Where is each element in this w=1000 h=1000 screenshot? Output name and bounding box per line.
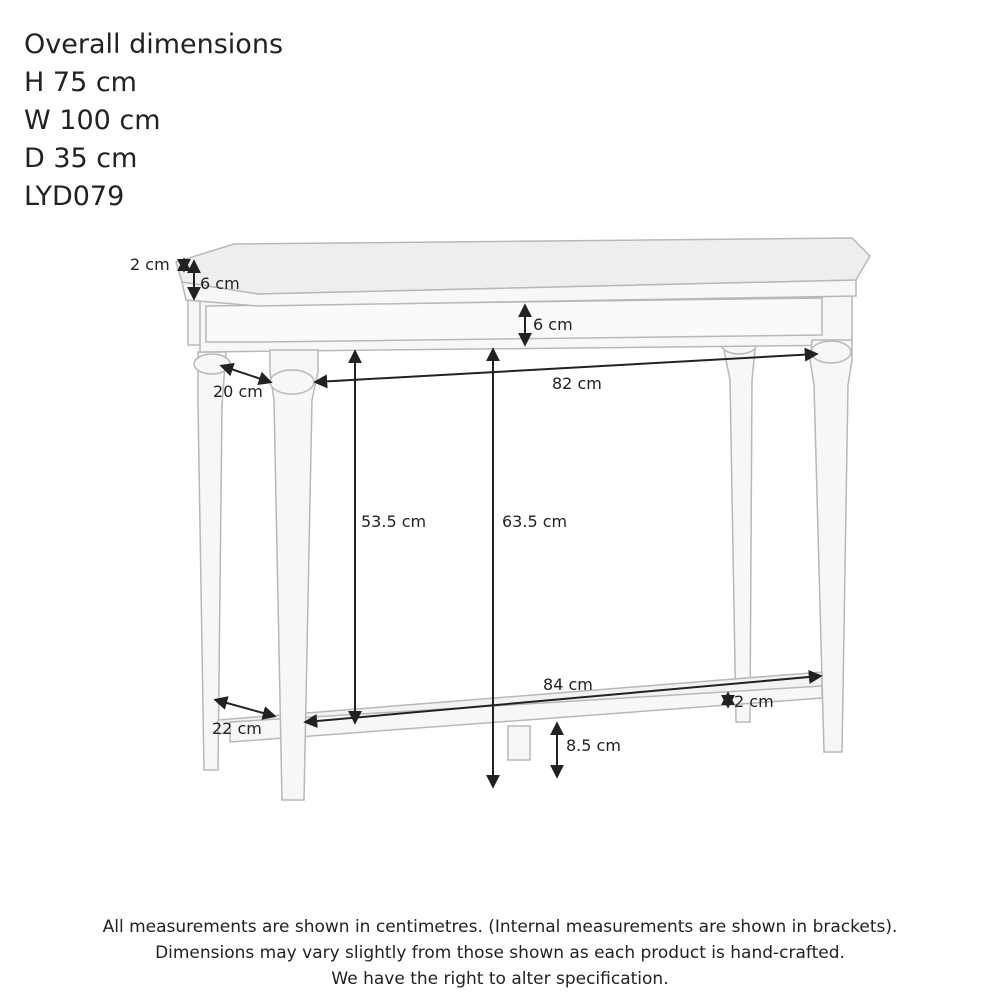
shelf-height-label: 8.5 cm — [566, 736, 621, 755]
disclaimer-line-3: We have the right to alter specification. — [331, 969, 669, 989]
product-code: LYD079 — [24, 181, 125, 212]
back-left-leg — [198, 352, 226, 770]
leg-clearance-label: 63.5 cm — [502, 512, 568, 531]
front-left-leg-collar — [270, 370, 314, 394]
shelf-depth-arrow — [216, 700, 274, 716]
top-thickness-label: 6 cm — [200, 274, 240, 293]
side-depth-label: 20 cm — [213, 382, 263, 401]
back-left-leg-collar — [194, 354, 230, 374]
apron-height-label: 6 cm — [533, 315, 573, 334]
overall-width: W 100 cm — [24, 105, 161, 136]
overall-depth: D 35 cm — [24, 143, 138, 174]
overall-height: H 75 cm — [24, 67, 137, 98]
disclaimer-line-2: Dimensions may vary slightly from those shown as each product is hand-crafted. — [155, 943, 845, 963]
back-right-leg — [722, 340, 756, 722]
front-right-leg-collar — [811, 341, 851, 363]
overall-title: Overall dimensions — [24, 29, 284, 60]
side-depth-arrow — [222, 366, 270, 382]
top-overhang-label: 2 cm — [130, 255, 170, 274]
shelf-support-block — [508, 726, 530, 760]
inner-width-label: 82 cm — [552, 374, 602, 393]
shelf-width-label: 84 cm — [543, 675, 593, 694]
shelf-thickness-label: 2 cm — [734, 692, 774, 711]
disclaimer — [0, 914, 1000, 992]
shelf-clearance-label: 53.5 cm — [361, 512, 427, 531]
shelf-depth-label: 22 cm — [212, 719, 262, 738]
disclaimer-line-1: All measurements are shown in centimetres. (Internal measurements are shown in brackets). — [102, 917, 898, 937]
